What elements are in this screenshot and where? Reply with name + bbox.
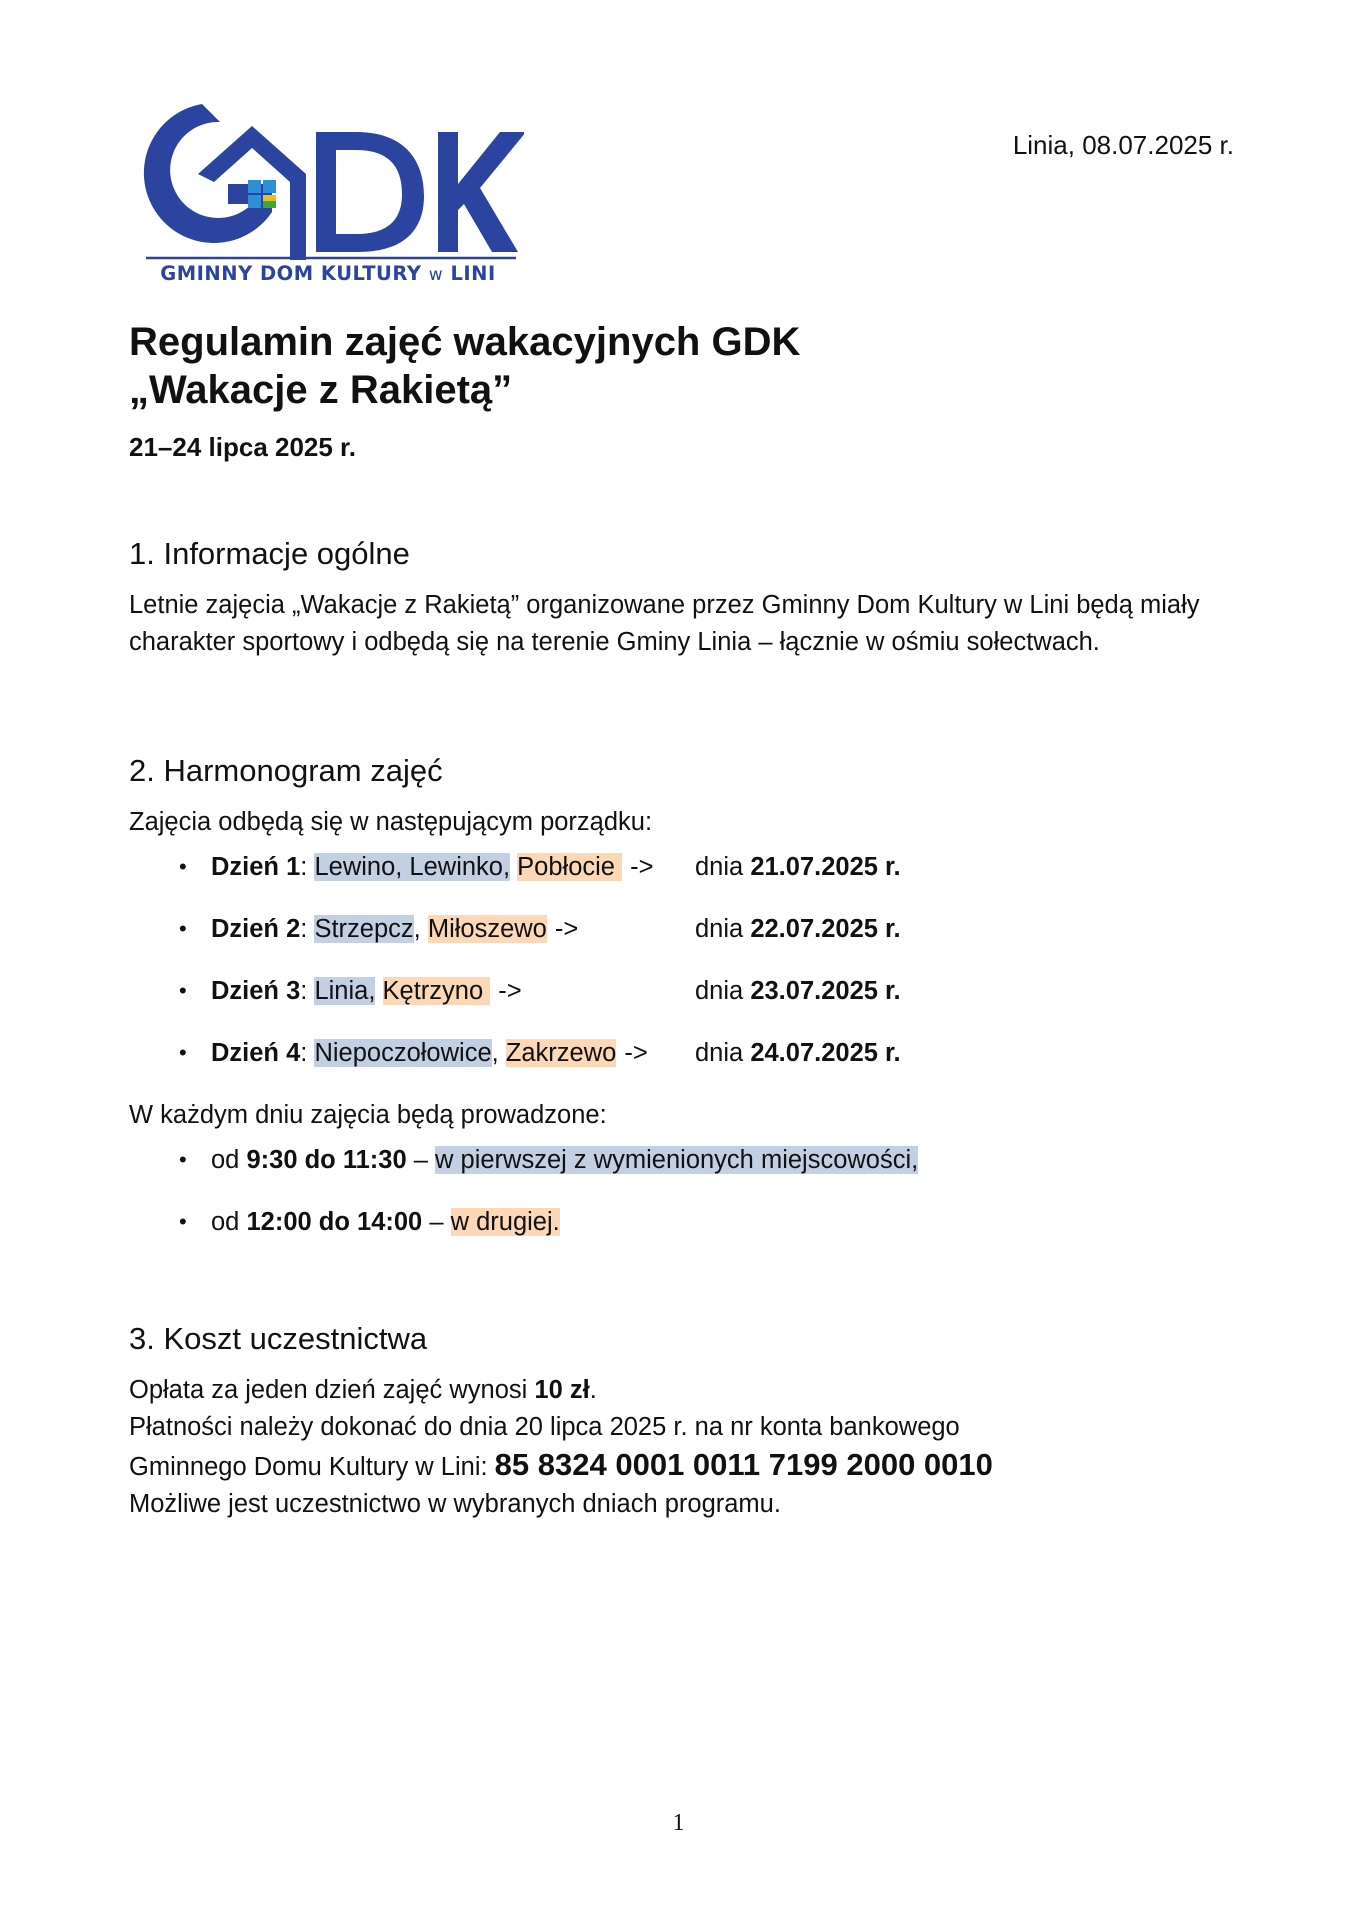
day-separator: , <box>491 1039 506 1067</box>
schedule-days-list <box>129 849 1239 1071</box>
logo-caption <box>140 262 516 285</box>
day-date <box>695 911 901 947</box>
section-cost <box>129 1320 1239 1523</box>
payment-line: Płatności należy dokonać do dnia 20 lipca 2025 r. na nr konta bankowego <box>129 1413 960 1441</box>
schedule-day-item: • Dzień 2: Strzepcz, Miłoszewo -> dnia 22.07.2025 r. <box>129 911 1239 947</box>
title-line-1: Regulamin zajęć wakacyjnych GDK <box>129 320 801 364</box>
section-heading: 1. Informacje ogólne <box>129 536 410 571</box>
day-date-value: 21.07.2025 r. <box>750 853 901 881</box>
day-date <box>695 1035 901 1071</box>
fee-end: . <box>589 1376 597 1404</box>
day-first-places: Lewino, Lewinko, <box>314 853 511 881</box>
day-second-places: Miłoszewo <box>427 915 547 943</box>
day-first-places: Linia, <box>314 977 376 1005</box>
day-date-value: 22.07.2025 r. <box>750 915 901 943</box>
day-arrow: -> <box>624 1039 648 1067</box>
day-date-value: 24.07.2025 r. <box>750 1039 901 1067</box>
hours-range: 12:00 do 14:00 <box>246 1208 423 1236</box>
day-date <box>695 849 901 885</box>
window-pane-icon <box>263 195 276 201</box>
day-first-places: Strzepcz <box>314 915 414 943</box>
day-separator <box>375 977 382 1005</box>
day-arrow: -> <box>630 853 654 881</box>
gdk-logo-mark <box>140 92 524 260</box>
hours-range: 9:30 do 11:30 <box>246 1146 407 1174</box>
document-subtitle: 21–24 lipca 2025 r. <box>129 432 356 462</box>
schedule-hours-list <box>129 1142 1239 1240</box>
day-date-prefix: dnia <box>695 915 744 943</box>
window-pane-icon <box>263 180 276 193</box>
day-arrow: -> <box>498 977 522 1005</box>
day-date-prefix: dnia <box>695 977 744 1005</box>
day-date-prefix: dnia <box>695 853 744 881</box>
logo-d-letter <box>316 132 424 252</box>
schedule-intro: Zajęcia odbędą się w następującym porządku: <box>129 808 653 836</box>
hours-location: w drugiej. <box>450 1208 560 1236</box>
schedule-hours-item <box>129 1204 1239 1240</box>
fee-line <box>129 1372 1239 1409</box>
title-line-2: „Wakacje z Rakietą” <box>129 368 513 412</box>
day-label: Dzień 2 <box>211 915 301 943</box>
logo-k-letter <box>438 132 524 252</box>
account-prefix: Gminnego Domu Kultury w Lini: <box>129 1453 488 1481</box>
hours-prefix: od <box>211 1208 240 1236</box>
hours-dash: – <box>413 1146 428 1174</box>
day-date-prefix: dnia <box>695 1039 744 1067</box>
day-second-places: Kętrzyno <box>382 977 491 1005</box>
gdk-logo <box>140 92 524 292</box>
day-label: Dzień 3 <box>211 977 301 1005</box>
window-pane-icon <box>248 195 261 208</box>
schedule-day-item: • Dzień 3: Linia, Kętrzyno -> dnia 23.07.2025 r. <box>129 973 1239 1009</box>
schedule-hours-item <box>129 1142 1239 1178</box>
day-arrow: -> <box>554 915 579 943</box>
day-label: Dzień 1 <box>211 853 301 881</box>
bank-account-number: 85 8324 0001 0011 7199 2000 0010 <box>494 1447 993 1482</box>
section-heading: 3. Koszt uczestnictwa <box>129 1321 428 1356</box>
account-line <box>129 1446 1239 1486</box>
hours-location: w pierwszej z wymienionych miejscowości, <box>435 1146 919 1174</box>
fee-text: Opłata za jeden dzień zajęć wynosi <box>129 1376 528 1404</box>
page-number: 1 <box>672 1810 685 1836</box>
day-label: Dzień 4 <box>211 1039 301 1067</box>
document-title <box>129 318 800 414</box>
section-schedule <box>129 752 1239 1266</box>
section-paragraph: Letnie zajęcia „Wakacje z Rakietą” organizowane przez Gminny Dom Kultury w Lini będą miały charakter sportowy i odbędą się na terenie Gminy Linia – łącznie w ośmiu sołectwach. <box>129 591 1200 656</box>
hours-dash: – <box>429 1208 444 1236</box>
optional-participation: Możliwe jest uczestnictwo w wybranych dniach programu. <box>129 1490 781 1518</box>
schedule-day-item: • Dzień 1: Lewino, Lewinko, Pobłocie -> dnia 21.07.2025 r. <box>129 849 1239 885</box>
day-separator: , <box>413 915 428 943</box>
logo-caption-end: LINI <box>450 262 496 285</box>
logo-caption-main: GMINNY DOM KULTURY <box>160 262 422 285</box>
day-second-places: Zakrzewo <box>505 1039 617 1067</box>
day-first-places: Niepoczołowice <box>314 1039 492 1067</box>
day-date-value: 23.07.2025 r. <box>750 977 901 1005</box>
day-second-places: Pobłocie <box>517 853 623 881</box>
schedule-day-item: • Dzień 4: Niepoczołowice, Zakrzewo -> dnia 24.07.2025 r. <box>129 1035 1239 1071</box>
hours-prefix: od <box>211 1146 240 1174</box>
document-date: Linia, 08.07.2025 r. <box>1012 130 1234 160</box>
fee-amount: 10 zł <box>534 1376 590 1404</box>
schedule-hours-intro: W każdym dniu zajęcia będą prowadzone: <box>129 1101 607 1129</box>
day-date <box>695 973 901 1009</box>
section-general-info <box>129 535 1239 661</box>
window-pane-icon <box>248 180 261 193</box>
logo-caption-w: w <box>428 265 444 285</box>
section-heading: 2. Harmonogram zajęć <box>129 753 443 788</box>
